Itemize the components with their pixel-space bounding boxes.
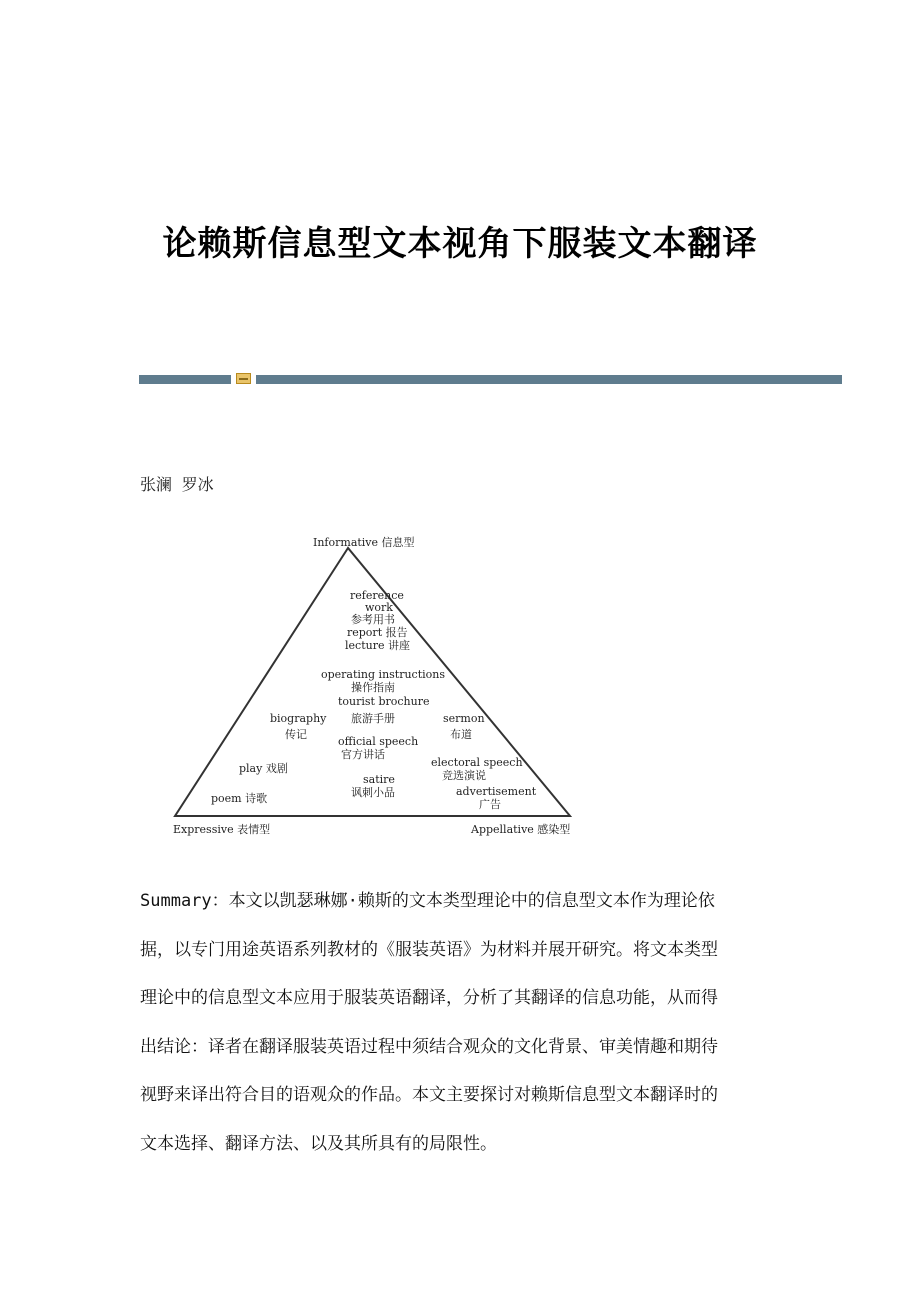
author-names: 张澜 罗冰 [140,475,214,494]
summary-line: 出结论：译者在翻译服装英语过程中须结合观众的文化背景、审美情趣和期待 [140,1036,718,1057]
item-sermon: sermon [443,712,485,725]
summary-label: Summary： [140,891,229,911]
item-official-speech-cn: 官方讲话 [341,748,385,761]
title-divider-left [139,375,231,384]
item-satire-cn: 讽刺小品 [351,786,395,799]
item-sermon-cn: 布道 [450,728,472,741]
item-biography-cn: 传记 [285,728,307,741]
item-report: report 报告 [347,626,408,639]
item-poem: poem 诗歌 [211,792,268,805]
document-title: 论赖斯信息型文本视角下服装文本翻译 [162,224,758,264]
label-appellative: Appellative 感染型 [471,823,571,836]
text-type-triangle-figure [165,528,585,844]
item-lecture: lecture 讲座 [345,639,410,652]
item-advertisement-cn: 广告 [479,798,501,811]
summary-paragraph [140,877,780,1168]
divider-ornament-icon [236,373,251,384]
item-tourist-brochure-cn: 旅游手册 [351,712,395,725]
label-expressive: Expressive 表情型 [173,823,271,836]
item-biography: biography [270,712,327,725]
item-work: work [365,601,393,614]
summary-line [140,877,780,926]
item-operating-instructions: operating instructions [321,668,446,681]
item-advertisement: advertisement [456,785,537,798]
item-electoral-speech-cn: 竞选演说 [442,769,486,782]
label-informative: Informative 信息型 [313,536,415,549]
summary-line: 文本选择、翻译方法、以及其所具有的局限性。 [140,1133,497,1154]
item-play: play 戏剧 [239,762,288,775]
item-tourist-brochure: tourist brochure [338,695,430,708]
item-satire: satire [363,773,395,786]
triangle-diagram [165,528,585,844]
title-divider-right [256,375,842,384]
summary-line-text: 本文以凯瑟琳娜·赖斯的文本类型理论中的信息型文本作为理论依 [228,891,715,911]
item-reference-cn: 参考用书 [351,613,395,626]
summary-line: 理论中的信息型文本应用于服装英语翻译，分析了其翻译的信息功能，从而得 [140,988,718,1008]
summary-line: 据，以专门用途英语系列教材的《服装英语》为材料并展开研究。将文本类型 [140,939,718,960]
summary-line: 视野来译出符合目的语观众的作品。本文主要探讨对赖斯信息型文本翻译时的 [140,1085,718,1105]
item-reference: reference [350,589,404,602]
item-electoral-speech: electoral speech [431,756,523,769]
item-operating-instructions-cn: 操作指南 [351,681,395,694]
item-official-speech: official speech [338,735,419,748]
